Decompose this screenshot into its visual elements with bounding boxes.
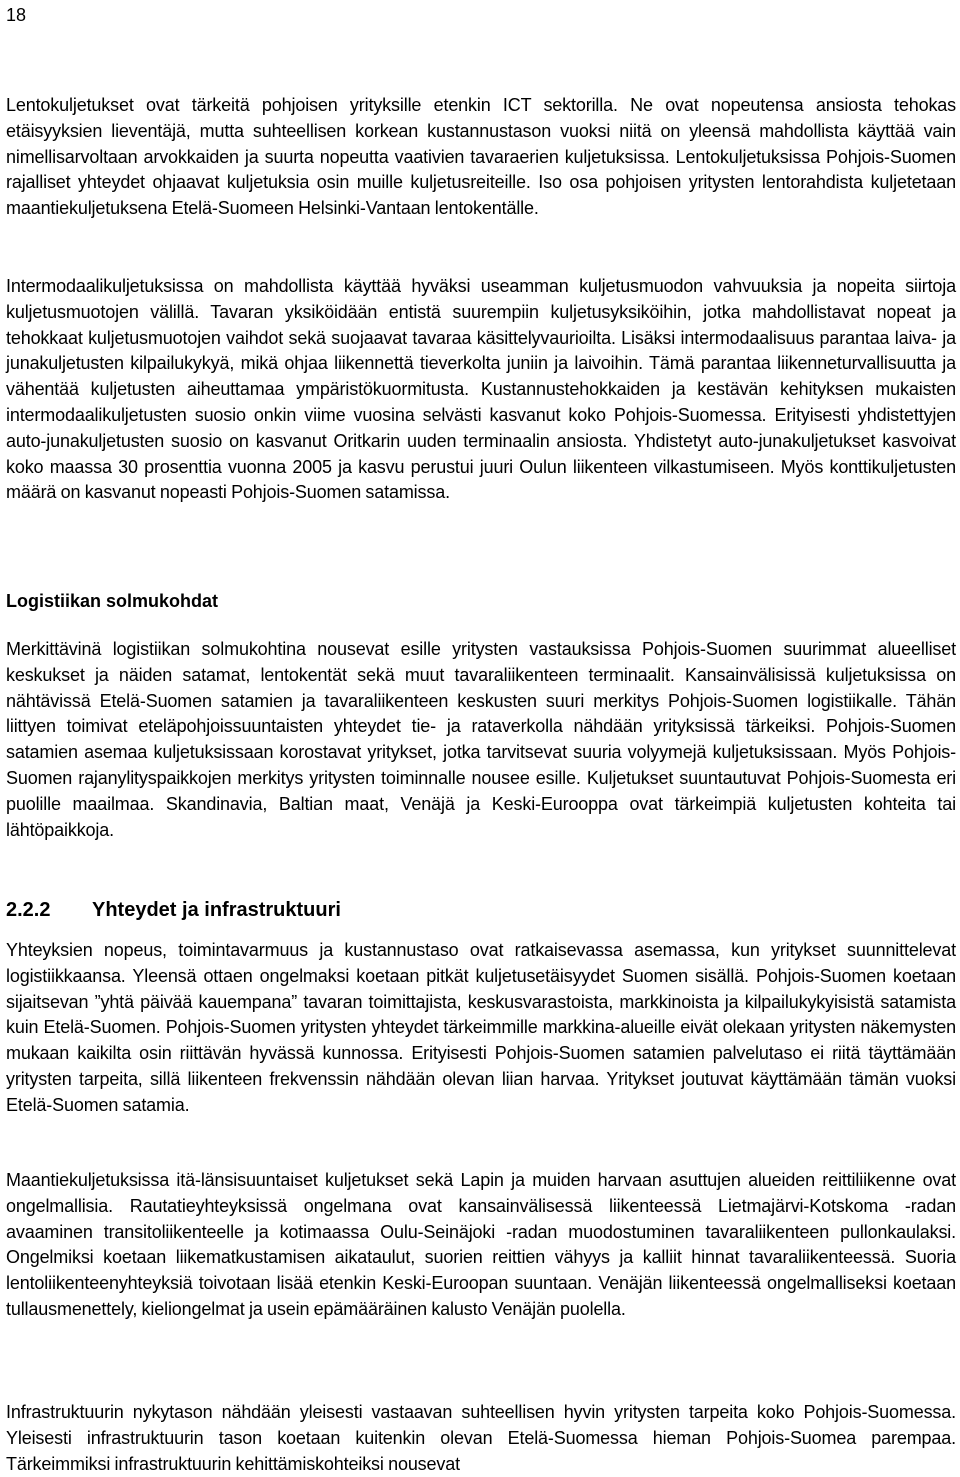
page-number: 18 <box>6 5 27 25</box>
section-title: Yhteydet ja infrastruktuuri <box>92 899 341 921</box>
paragraph-intermodal: Intermodaalikuljetuksissa on mahdollista käyttää hyväksi useamman kuljetusmuodon vahvuuksia ja nopeita siirtoja kuljetusmuotojen välillä. Tavaran yksiköidään entistä suurempiin kuljetusyksiköihin, jotka mahdollistavat nopeat ja tehokkaat kuljetusmuotojen vaihdot sekä suojaavat tavaraa käsittelyvaurioilta. Lisäksi intermodaalisuus parantaa laiva- ja junakuljetusten kilpailukykyä, mikä ohjaa liikennettä tieverkolta juniin ja laivoihin. Tämä parantaa liikenneturvallisuutta ja vähentää kuljetusten aiheuttamaa ympäristökuormitusta. Kustannustehokkaiden ja kestävän kehityksen mukaisten intermodaalikuljetusten suosio onkin viime vuosina selvästi kasvanut koko Pohjois-Suomessa. Erityisesti yhdistettyjen auto-junakuljetusten suosio on kasvanut Oritkarin uuden terminaalin ansiosta. Yhdistetyt auto-junakuljetukset kasvoivat koko maassa 30 prosenttia vuonna 2005 ja kasvu perustui juuri Oulun liikenteen vilkastumiseen. Myös konttikuljetusten määrä on kasvanut nopeasti Pohjois-Suomen satamissa. <box>6 276 956 503</box>
paragraph-connections: Yhteyksien nopeus, toimintavarmuus ja kustannustaso ovat ratkaisevassa asemassa, kun yritykset suunnittelevat logistiikkaansa. Yleensä ottaen ongelmaksi koetaan pitkät kuljetusetäisyydet Suomen sisällä. Pohjois-Suomen koetaan sijaitsevan ”yhtä päivää kauempana” tavaran toimittajista, keskusvarastoista, markkinoista ja kilpailukykyisistä satamista kuin Etelä-Suomen. Pohjois-Suomen yritysten yhteydet tärkeimmille markkina-alueille eivät olekaan yritysten näkemysten mukaan kaikilta osin riittävän hyvässä kunnossa. Erityisesti Pohjois-Suomen satamien palvelutaso ei riitä täyttämään yritysten tarpeita, sillä liikenteen frekvenssin nähdään olevan liian harvaa. Yritykset joutuvat käyttämään tämän vuoksi Etelä-Suomen satamia. <box>6 940 956 1115</box>
paragraph-logistics-nodes: Merkittävinä logistiikan solmukohtina nousevat esille yritysten vastauksissa Pohjois-Suomen suurimmat alueelliset keskukset ja näiden satamat, lentokentät sekä muut tavaraliikenteen terminaalit. Kansainvälisissä kuljetuksissa on nähtävissä Etelä-Suomen satamien ja tavaraliikenteen keskusten suuri merkitys Pohjois-Suomen logistiikalle. Tähän liittyen toimivat eteläpohjoissuuntaisten yhteydet tie- ja rataverkolla nähdään yrityksissä tärkeiksi. Pohjois-Suomen satamien asemaa kuljetuksissaan korostavat yritykset, jotka tarvitsevat suuria volyymejä kuljetuksissaan. Myös Pohjois-Suomen rajanylityspaikkojen merkitys yritysten toiminnalle nousee esille. Kuljetukset suuntautuvat Pohjois-Suomesta eri puolille maailmaa. Skandinavia, Baltian maat, Venäjä ja Keski-Eurooppa ovat tärkeimpiä kuljetusten kohteita tai lähtöpaikkoja. <box>6 639 956 840</box>
heading-logistics-nodes: Logistiikan solmukohdat <box>6 591 219 611</box>
section-heading <box>6 897 341 923</box>
paragraph-air-transport: Lentokuljetukset ovat tärkeitä pohjoisen yrityksille etenkin ICT sektorilla. Ne ovat nopeutensa ansiosta tehokas etäisyyksien lieventäjä, mutta suhteellisen korkean kustannustason vuoksi niitä on yleensä mahdollista käyttää vain nimellisarvoltaan arvokkaiden ja suurta nopeutta vaativien tavaraerien kuljetuksissa. Lentokuljetuksissa Pohjois-Suomen rajalliset yhteydet ohjaavat kuljetuksia osin muille kuljetusreiteille. Iso osa pohjoisen yritysten lentorahdista kuljetetaan maantiekuljetuksena Etelä-Suomeen Helsinki-Vantaan lentokentälle. <box>6 95 956 219</box>
paragraph-road-rail: Maantiekuljetuksissa itä-länsisuuntaiset kuljetukset sekä Lapin ja muiden harvaan asuttujen alueiden reittiliikenne ovat ongelmallisia. Rautatieyhteyksissä ongelmana ovat kansainvälisessä liikenteessä Lietmajärvi-Kotskoma -radan avaaminen transitoliikenteelle ja kotimaassa Oulu-Seinäjoki -radan muodostuminen tavaraliikenteen pullonkaulaksi. Ongelmiksi koetaan liikematkustamisen aikataulut, suorien reittien vähyys ja kalliit hinnat tavaraliikenteessä. Suoria lentoliikenteenyhteyksiä toivotaan lisää etenkin Keski-Euroopan suuntaan. Venäjän liikenteessä ongelmalliseksi koetaan tullausmenettely, kieliongelmat ja usein epämääräinen kalusto Venäjän puolella. <box>6 1170 956 1319</box>
paragraph-infrastructure: Infrastruktuurin nykytason nähdään yleisesti vastaavan suhteellisen hyvin yritysten tarpeita koko Pohjois-Suomessa. Yleisesti infrastruktuurin tason koetaan kuitenkin olevan Etelä-Suomessa hieman Pohjois-Suomea parempaa. Tärkeimmiksi infrastruktuurin kehittämiskohteiksi nousevat <box>6 1402 956 1474</box>
section-number: 2.2.2 <box>6 899 51 921</box>
